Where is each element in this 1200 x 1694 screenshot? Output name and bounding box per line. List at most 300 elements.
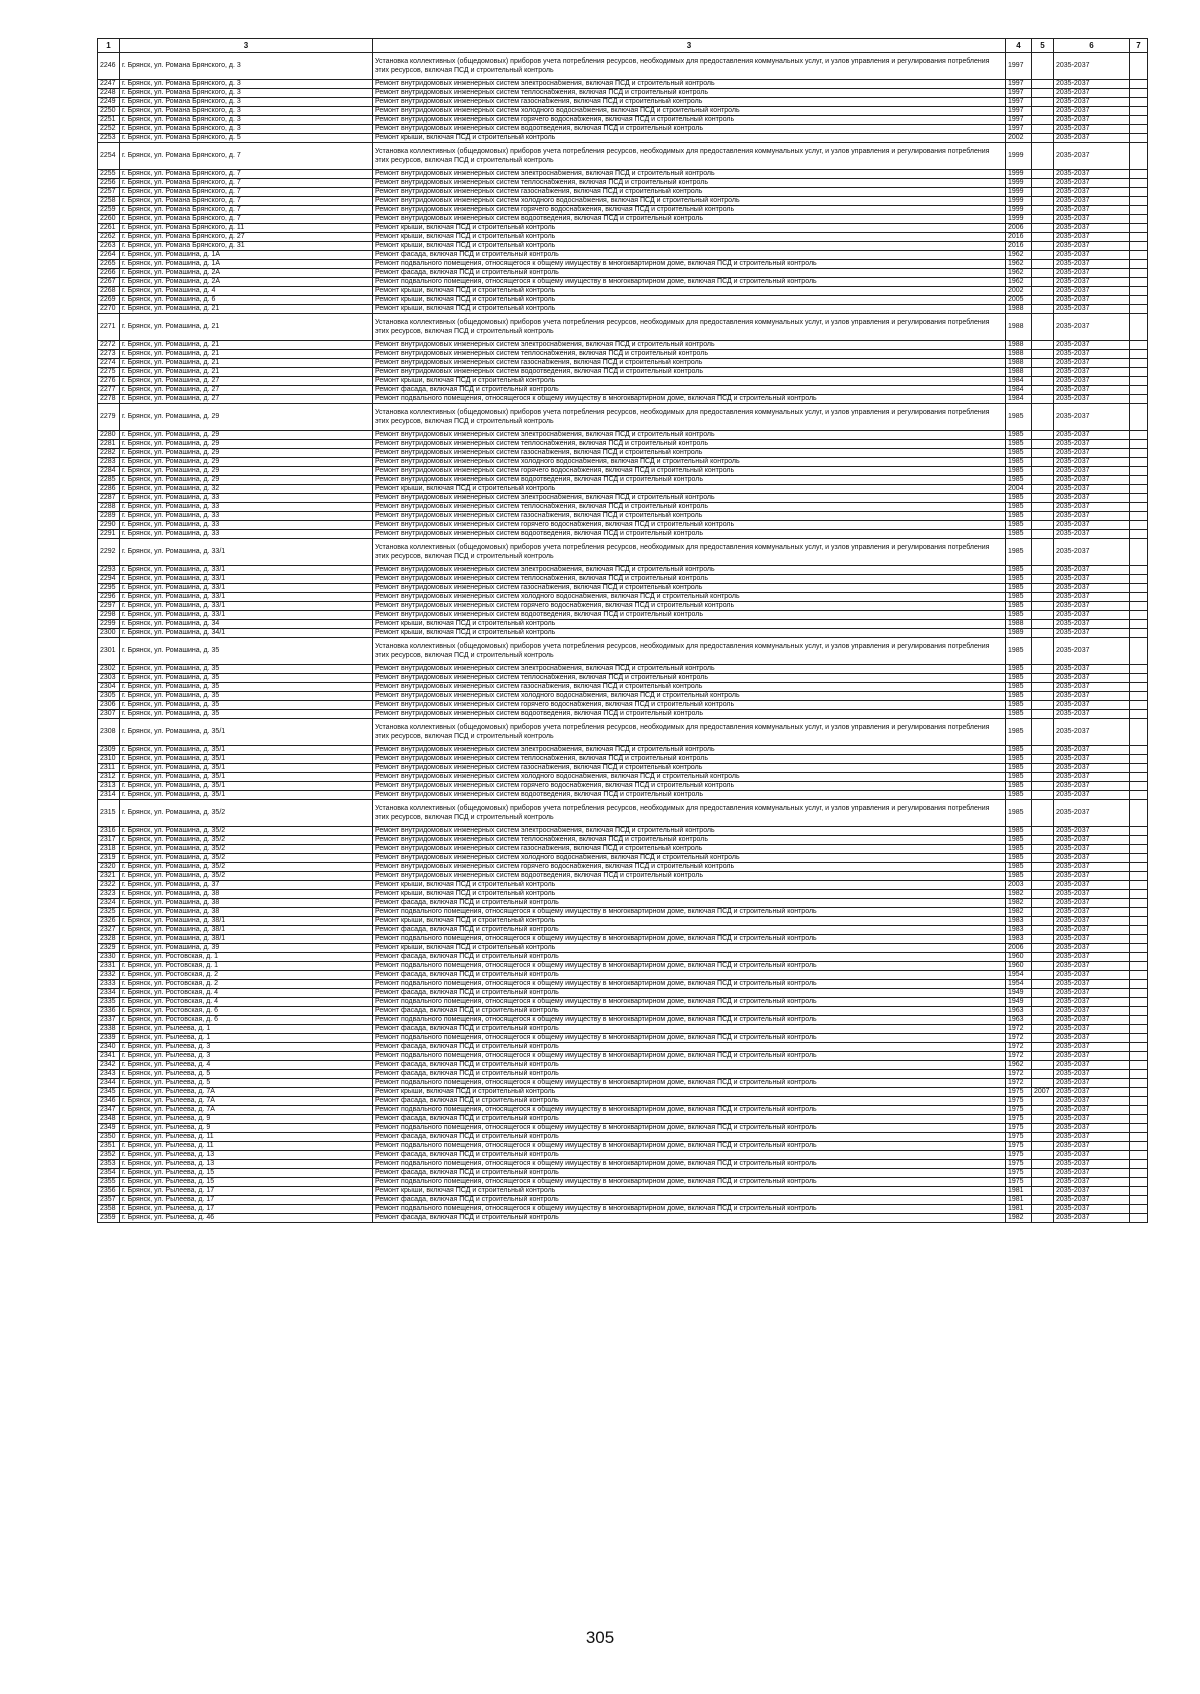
work-type-cell: Ремонт внутридомовых инженерных систем газоснабжения, включая ПСД и строительный контроль <box>373 584 1006 593</box>
row-number-cell: 2256 <box>98 179 120 188</box>
planned-period-cell: 2035-2037 <box>1054 827 1130 836</box>
row-number-cell: 2268 <box>98 287 120 296</box>
year-repair-cell <box>1032 935 1054 944</box>
planned-period-cell: 2035-2037 <box>1054 440 1130 449</box>
empty-cell <box>1130 179 1148 188</box>
planned-period-cell: 2035-2037 <box>1054 989 1130 998</box>
planned-period-cell: 2035-2037 <box>1054 98 1130 107</box>
address-cell: г. Брянск, ул. Романа Брянского, д. 3 <box>120 98 373 107</box>
work-type-cell: Ремонт внутридомовых инженерных систем электроснабжения, включая ПСД и строительный контроль <box>373 80 1006 89</box>
empty-cell <box>1130 998 1148 1007</box>
table-row <box>98 116 1148 125</box>
year-repair-cell <box>1032 251 1054 260</box>
planned-period-cell: 2035-2037 <box>1054 512 1130 521</box>
year-repair-cell <box>1032 998 1054 1007</box>
year-built-cell: 2004 <box>1006 485 1032 494</box>
address-cell: г. Брянск, ул. Ромашина, д. 21 <box>120 350 373 359</box>
year-built-cell: 1988 <box>1006 368 1032 377</box>
year-repair-cell <box>1032 1214 1054 1223</box>
year-built-cell: 1997 <box>1006 116 1032 125</box>
planned-period-cell: 2035-2037 <box>1054 80 1130 89</box>
planned-period-cell: 2035-2037 <box>1054 962 1130 971</box>
work-type-cell: Установка коллективных (общедомовых) приборов учета потребления ресурсов, необходимых для предоставления коммунальных услуг, и узлов управления и регулирования потребления этих ресурсов, включая ПСД и строительный контроль <box>373 800 1006 827</box>
year-built-cell: 2003 <box>1006 881 1032 890</box>
empty-cell <box>1130 521 1148 530</box>
table-row <box>98 1061 1148 1070</box>
table-row <box>98 53 1148 80</box>
year-repair-cell <box>1032 791 1054 800</box>
address-cell: г. Брянск, ул. Ромашина, д. 38 <box>120 890 373 899</box>
row-number-cell: 2304 <box>98 683 120 692</box>
empty-cell <box>1130 593 1148 602</box>
address-cell: г. Брянск, ул. Ромашина, д. 37 <box>120 881 373 890</box>
address-cell: г. Брянск, ул. Рылеева, д. 5 <box>120 1070 373 1079</box>
planned-period-cell: 2035-2037 <box>1054 215 1130 224</box>
table-row <box>98 665 1148 674</box>
address-cell: г. Брянск, ул. Романа Брянского, д. 3 <box>120 80 373 89</box>
year-built-cell: 1999 <box>1006 206 1032 215</box>
row-number-cell: 2347 <box>98 1106 120 1115</box>
year-built-cell: 1962 <box>1006 260 1032 269</box>
work-type-cell: Ремонт внутридомовых инженерных систем теплоснабжения, включая ПСД и строительный контроль <box>373 674 1006 683</box>
year-repair-cell <box>1032 665 1054 674</box>
table-row <box>98 359 1148 368</box>
work-type-cell: Ремонт внутридомовых инженерных систем водоотведения, включая ПСД и строительный контроль <box>373 125 1006 134</box>
planned-period-cell: 2035-2037 <box>1054 1007 1130 1016</box>
work-type-cell: Ремонт внутридомовых инженерных систем газоснабжения, включая ПСД и строительный контроль <box>373 764 1006 773</box>
table-row <box>98 314 1148 341</box>
empty-cell <box>1130 287 1148 296</box>
year-repair-cell <box>1032 1196 1054 1205</box>
row-number-cell: 2255 <box>98 170 120 179</box>
address-cell: г. Брянск, ул. Рылеева, д. 46 <box>120 1214 373 1223</box>
year-repair-cell <box>1032 395 1054 404</box>
address-cell: г. Брянск, ул. Ростовская, д. 4 <box>120 998 373 1007</box>
empty-cell <box>1130 863 1148 872</box>
table-row <box>98 881 1148 890</box>
work-type-cell: Ремонт фасада, включая ПСД и строительный контроль <box>373 1043 1006 1052</box>
year-repair-cell <box>1032 773 1054 782</box>
year-built-cell: 1997 <box>1006 98 1032 107</box>
empty-cell <box>1130 971 1148 980</box>
work-type-cell: Установка коллективных (общедомовых) приборов учета потребления ресурсов, необходимых для предоставления коммунальных услуг, и узлов управления и регулирования потребления этих ресурсов, включая ПСД и строительный контроль <box>373 539 1006 566</box>
row-number-cell: 2322 <box>98 881 120 890</box>
table-row <box>98 962 1148 971</box>
year-repair-cell <box>1032 188 1054 197</box>
table-row <box>98 1214 1148 1223</box>
work-type-cell: Ремонт крыши, включая ПСД и строительный контроль <box>373 377 1006 386</box>
table-row <box>98 746 1148 755</box>
table-row <box>98 98 1148 107</box>
year-built-cell: 1962 <box>1006 1061 1032 1070</box>
planned-period-cell: 2035-2037 <box>1054 89 1130 98</box>
year-built-cell: 1954 <box>1006 980 1032 989</box>
table-row <box>98 1187 1148 1196</box>
empty-cell <box>1130 773 1148 782</box>
work-type-cell: Ремонт фасада, включая ПСД и строительный контроль <box>373 1061 1006 1070</box>
empty-cell <box>1130 908 1148 917</box>
empty-cell <box>1130 575 1148 584</box>
year-repair-cell <box>1032 215 1054 224</box>
year-repair-cell <box>1032 233 1054 242</box>
year-repair-cell <box>1032 170 1054 179</box>
table-row <box>98 494 1148 503</box>
year-repair-cell <box>1032 116 1054 125</box>
year-repair-cell <box>1032 485 1054 494</box>
planned-period-cell: 2035-2037 <box>1054 638 1130 665</box>
address-cell: г. Брянск, ул. Рылеева, д. 1 <box>120 1034 373 1043</box>
work-type-cell: Ремонт внутридомовых инженерных систем горячего водоснабжения, включая ПСД и строительный контроль <box>373 602 1006 611</box>
year-repair-cell <box>1032 206 1054 215</box>
address-cell: г. Брянск, ул. Ромашина, д. 21 <box>120 305 373 314</box>
work-type-cell: Ремонт внутридомовых инженерных систем водоотведения, включая ПСД и строительный контроль <box>373 368 1006 377</box>
address-cell: г. Брянск, ул. Ромашина, д. 29 <box>120 404 373 431</box>
planned-period-cell: 2035-2037 <box>1054 944 1130 953</box>
year-built-cell: 1963 <box>1006 1007 1032 1016</box>
table-row <box>98 269 1148 278</box>
empty-cell <box>1130 440 1148 449</box>
planned-period-cell: 2035-2037 <box>1054 926 1130 935</box>
table-row <box>98 485 1148 494</box>
row-number-cell: 2264 <box>98 251 120 260</box>
year-repair-cell <box>1032 620 1054 629</box>
year-built-cell: 1975 <box>1006 1169 1032 1178</box>
empty-cell <box>1130 197 1148 206</box>
year-built-cell: 1985 <box>1006 854 1032 863</box>
planned-period-cell: 2035-2037 <box>1054 854 1130 863</box>
year-repair-cell <box>1032 908 1054 917</box>
planned-period-cell: 2035-2037 <box>1054 179 1130 188</box>
year-repair-cell <box>1032 1151 1054 1160</box>
work-type-cell: Ремонт внутридомовых инженерных систем холодного водоснабжения, включая ПСД и строительный контроль <box>373 692 1006 701</box>
table-row <box>98 827 1148 836</box>
planned-period-cell: 2035-2037 <box>1054 908 1130 917</box>
row-number-cell: 2340 <box>98 1043 120 1052</box>
empty-cell <box>1130 1079 1148 1088</box>
year-built-cell: 1985 <box>1006 449 1032 458</box>
year-built-cell: 1985 <box>1006 872 1032 881</box>
table-row <box>98 539 1148 566</box>
empty-cell <box>1130 242 1148 251</box>
planned-period-cell: 2035-2037 <box>1054 1142 1130 1151</box>
year-repair-cell: 2007 <box>1032 1088 1054 1097</box>
address-cell: г. Брянск, ул. Рылеева, д. 17 <box>120 1205 373 1214</box>
planned-period-cell: 2035-2037 <box>1054 269 1130 278</box>
empty-cell <box>1130 53 1148 80</box>
empty-cell <box>1130 1052 1148 1061</box>
empty-cell <box>1130 116 1148 125</box>
table-row <box>98 206 1148 215</box>
empty-cell <box>1130 80 1148 89</box>
table-row <box>98 1160 1148 1169</box>
empty-cell <box>1130 143 1148 170</box>
row-number-cell: 2318 <box>98 845 120 854</box>
address-cell: г. Брянск, ул. Рылеева, д. 11 <box>120 1142 373 1151</box>
row-number-cell: 2326 <box>98 917 120 926</box>
empty-cell <box>1130 1214 1148 1223</box>
planned-period-cell: 2035-2037 <box>1054 845 1130 854</box>
planned-period-cell: 2035-2037 <box>1054 899 1130 908</box>
row-number-cell: 2261 <box>98 224 120 233</box>
table-row <box>98 602 1148 611</box>
year-built-cell: 1954 <box>1006 971 1032 980</box>
address-cell: г. Брянск, ул. Романа Брянского, д. 7 <box>120 206 373 215</box>
address-cell: г. Брянск, ул. Ростовская, д. 6 <box>120 1016 373 1025</box>
year-built-cell: 1949 <box>1006 989 1032 998</box>
table-row <box>98 908 1148 917</box>
address-cell: г. Брянск, ул. Ромашина, д. 38/1 <box>120 926 373 935</box>
planned-period-cell: 2035-2037 <box>1054 1088 1130 1097</box>
table-row <box>98 620 1148 629</box>
planned-period-cell: 2035-2037 <box>1054 692 1130 701</box>
address-cell: г. Брянск, ул. Ромашина, д. 29 <box>120 440 373 449</box>
year-built-cell: 1985 <box>1006 791 1032 800</box>
year-built-cell: 1981 <box>1006 1205 1032 1214</box>
year-repair-cell <box>1032 629 1054 638</box>
table-header-row <box>98 39 1148 53</box>
empty-cell <box>1130 1016 1148 1025</box>
table-row <box>98 872 1148 881</box>
address-cell: г. Брянск, ул. Рылеева, д. 7А <box>120 1097 373 1106</box>
year-repair-cell <box>1032 359 1054 368</box>
table-row <box>98 287 1148 296</box>
year-repair-cell <box>1032 845 1054 854</box>
year-built-cell: 1975 <box>1006 1088 1032 1097</box>
planned-period-cell: 2035-2037 <box>1054 1025 1130 1034</box>
empty-cell <box>1130 467 1148 476</box>
year-built-cell: 1985 <box>1006 845 1032 854</box>
planned-period-cell: 2035-2037 <box>1054 566 1130 575</box>
year-built-cell: 1988 <box>1006 305 1032 314</box>
address-cell: г. Брянск, ул. Романа Брянского, д. 3 <box>120 116 373 125</box>
year-built-cell: 1985 <box>1006 863 1032 872</box>
year-built-cell: 1985 <box>1006 440 1032 449</box>
table-row <box>98 953 1148 962</box>
year-built-cell: 1985 <box>1006 836 1032 845</box>
year-repair-cell <box>1032 368 1054 377</box>
work-type-cell: Ремонт внутридомовых инженерных систем водоотведения, включая ПСД и строительный контроль <box>373 791 1006 800</box>
empty-cell <box>1130 170 1148 179</box>
address-cell: г. Брянск, ул. Ромашина, д. 35 <box>120 683 373 692</box>
year-built-cell: 1985 <box>1006 755 1032 764</box>
work-type-cell: Ремонт фасада, включая ПСД и строительный контроль <box>373 251 1006 260</box>
address-cell: г. Брянск, ул. Ромашина, д. 27 <box>120 377 373 386</box>
work-type-cell: Ремонт внутридомовых инженерных систем газоснабжения, включая ПСД и строительный контроль <box>373 845 1006 854</box>
row-number-cell: 2246 <box>98 53 120 80</box>
year-repair-cell <box>1032 899 1054 908</box>
row-number-cell: 2285 <box>98 476 120 485</box>
address-cell: г. Брянск, ул. Ромашина, д. 29 <box>120 431 373 440</box>
planned-period-cell: 2035-2037 <box>1054 1196 1130 1205</box>
planned-period-cell: 2035-2037 <box>1054 1106 1130 1115</box>
year-built-cell: 1999 <box>1006 215 1032 224</box>
year-built-cell: 1983 <box>1006 926 1032 935</box>
year-repair-cell <box>1032 1043 1054 1052</box>
row-number-cell: 2287 <box>98 494 120 503</box>
empty-cell <box>1130 719 1148 746</box>
planned-period-cell: 2035-2037 <box>1054 107 1130 116</box>
empty-cell <box>1130 431 1148 440</box>
row-number-cell: 2306 <box>98 701 120 710</box>
table-row <box>98 593 1148 602</box>
table-row <box>98 125 1148 134</box>
empty-cell <box>1130 674 1148 683</box>
empty-cell <box>1130 125 1148 134</box>
table-row <box>98 242 1148 251</box>
address-cell: г. Брянск, ул. Ромашина, д. 27 <box>120 395 373 404</box>
row-number-cell: 2295 <box>98 584 120 593</box>
address-cell: г. Брянск, ул. Ромашина, д. 35/1 <box>120 764 373 773</box>
address-cell: г. Брянск, ул. Ромашина, д. 34 <box>120 620 373 629</box>
address-cell: г. Брянск, ул. Романа Брянского, д. 27 <box>120 233 373 242</box>
work-type-cell: Ремонт фасада, включая ПСД и строительный контроль <box>373 1070 1006 1079</box>
table-row <box>98 368 1148 377</box>
year-repair-cell <box>1032 692 1054 701</box>
year-repair-cell <box>1032 305 1054 314</box>
row-number-cell: 2348 <box>98 1115 120 1124</box>
row-number-cell: 2324 <box>98 899 120 908</box>
planned-period-cell: 2035-2037 <box>1054 1124 1130 1133</box>
table-row <box>98 575 1148 584</box>
address-cell: г. Брянск, ул. Ромашина, д. 33/1 <box>120 584 373 593</box>
work-type-cell: Ремонт внутридомовых инженерных систем водоотведения, включая ПСД и строительный контроль <box>373 611 1006 620</box>
table-row <box>98 467 1148 476</box>
address-cell: г. Брянск, ул. Рылеева, д. 15 <box>120 1178 373 1187</box>
work-type-cell: Ремонт подвального помещения, относящегося к общему имуществу в многоквартирном доме, включая ПСД и строительный контроль <box>373 1079 1006 1088</box>
year-built-cell: 1988 <box>1006 314 1032 341</box>
address-cell: г. Брянск, ул. Романа Брянского, д. 7 <box>120 170 373 179</box>
year-repair-cell <box>1032 917 1054 926</box>
address-cell: г. Брянск, ул. Ромашина, д. 35/1 <box>120 791 373 800</box>
row-number-cell: 2286 <box>98 485 120 494</box>
header-cell: 3 <box>373 39 1006 53</box>
empty-cell <box>1130 800 1148 827</box>
empty-cell <box>1130 458 1148 467</box>
address-cell: г. Брянск, ул. Ромашина, д. 29 <box>120 449 373 458</box>
row-number-cell: 2302 <box>98 665 120 674</box>
table-row <box>98 521 1148 530</box>
row-number-cell: 2248 <box>98 89 120 98</box>
address-cell: г. Брянск, ул. Ромашина, д. 35/1 <box>120 773 373 782</box>
planned-period-cell: 2035-2037 <box>1054 188 1130 197</box>
table-row <box>98 503 1148 512</box>
row-number-cell: 2299 <box>98 620 120 629</box>
empty-cell <box>1130 404 1148 431</box>
row-number-cell: 2319 <box>98 854 120 863</box>
planned-period-cell: 2035-2037 <box>1054 917 1130 926</box>
empty-cell <box>1130 206 1148 215</box>
year-repair-cell <box>1032 1169 1054 1178</box>
planned-period-cell: 2035-2037 <box>1054 773 1130 782</box>
address-cell: г. Брянск, ул. Ромашина, д. 27 <box>120 386 373 395</box>
row-number-cell: 2257 <box>98 188 120 197</box>
work-type-cell: Ремонт подвального помещения, относящегося к общему имуществу в многоквартирном доме, включая ПСД и строительный контроль <box>373 1160 1006 1169</box>
empty-cell <box>1130 107 1148 116</box>
empty-cell <box>1130 89 1148 98</box>
work-type-cell: Ремонт фасада, включая ПСД и строительный контроль <box>373 899 1006 908</box>
planned-period-cell: 2035-2037 <box>1054 539 1130 566</box>
planned-period-cell: 2035-2037 <box>1054 449 1130 458</box>
planned-period-cell: 2035-2037 <box>1054 287 1130 296</box>
table-row <box>98 341 1148 350</box>
table-row <box>98 989 1148 998</box>
work-type-cell: Ремонт внутридомовых инженерных систем водоотведения, включая ПСД и строительный контроль <box>373 872 1006 881</box>
planned-period-cell: 2035-2037 <box>1054 1043 1130 1052</box>
planned-period-cell: 2035-2037 <box>1054 224 1130 233</box>
address-cell: г. Брянск, ул. Романа Брянского, д. 11 <box>120 224 373 233</box>
work-type-cell: Ремонт внутридомовых инженерных систем горячего водоснабжения, включая ПСД и строительный контроль <box>373 116 1006 125</box>
empty-cell <box>1130 746 1148 755</box>
year-built-cell: 1999 <box>1006 143 1032 170</box>
empty-cell <box>1130 791 1148 800</box>
work-type-cell: Ремонт крыши, включая ПСД и строительный контроль <box>373 233 1006 242</box>
row-number-cell: 2307 <box>98 710 120 719</box>
work-type-cell: Ремонт внутридомовых инженерных систем теплоснабжения, включая ПСД и строительный контроль <box>373 575 1006 584</box>
empty-cell <box>1130 782 1148 791</box>
year-repair-cell <box>1032 1178 1054 1187</box>
empty-cell <box>1130 1070 1148 1079</box>
row-number-cell: 2312 <box>98 773 120 782</box>
empty-cell <box>1130 251 1148 260</box>
empty-cell <box>1130 1034 1148 1043</box>
year-repair-cell <box>1032 296 1054 305</box>
work-type-cell: Ремонт подвального помещения, относящегося к общему имуществу в многоквартирном доме, включая ПСД и строительный контроль <box>373 1142 1006 1151</box>
address-cell: г. Брянск, ул. Ромашина, д. 35 <box>120 665 373 674</box>
table-row <box>98 134 1148 143</box>
row-number-cell: 2284 <box>98 467 120 476</box>
row-number-cell: 2310 <box>98 755 120 764</box>
table-row <box>98 107 1148 116</box>
address-cell: г. Брянск, ул. Ромашина, д. 38/1 <box>120 935 373 944</box>
empty-cell <box>1130 602 1148 611</box>
work-type-cell: Ремонт крыши, включая ПСД и строительный контроль <box>373 287 1006 296</box>
work-type-cell: Ремонт внутридомовых инженерных систем водоотведения, включая ПСД и строительный контроль <box>373 530 1006 539</box>
table-row <box>98 1133 1148 1142</box>
work-type-cell: Ремонт фасада, включая ПСД и строительный контроль <box>373 1196 1006 1205</box>
address-cell: г. Брянск, ул. Рылеева, д. 9 <box>120 1115 373 1124</box>
address-cell: г. Брянск, ул. Ромашина, д. 35/2 <box>120 854 373 863</box>
address-cell: г. Брянск, ул. Ромашина, д. 4 <box>120 287 373 296</box>
address-cell: г. Брянск, ул. Ромашина, д. 33/1 <box>120 611 373 620</box>
year-repair-cell <box>1032 1106 1054 1115</box>
planned-period-cell: 2035-2037 <box>1054 494 1130 503</box>
work-type-cell: Ремонт внутридомовых инженерных систем горячего водоснабжения, включая ПСД и строительный контроль <box>373 206 1006 215</box>
planned-period-cell: 2035-2037 <box>1054 836 1130 845</box>
row-number-cell: 2298 <box>98 611 120 620</box>
row-number-cell: 2294 <box>98 575 120 584</box>
year-built-cell: 2002 <box>1006 287 1032 296</box>
planned-period-cell: 2035-2037 <box>1054 1187 1130 1196</box>
row-number-cell: 2273 <box>98 350 120 359</box>
table-row <box>98 224 1148 233</box>
header-cell: 4 <box>1006 39 1032 53</box>
header-cell: 3 <box>120 39 373 53</box>
year-repair-cell <box>1032 242 1054 251</box>
row-number-cell: 2332 <box>98 971 120 980</box>
empty-cell <box>1130 1196 1148 1205</box>
row-number-cell: 2265 <box>98 260 120 269</box>
year-built-cell: 1975 <box>1006 1142 1032 1151</box>
work-type-cell: Ремонт внутридомовых инженерных систем холодного водоснабжения, включая ПСД и строительный контроль <box>373 854 1006 863</box>
year-repair-cell <box>1032 458 1054 467</box>
work-type-cell: Ремонт подвального помещения, относящегося к общему имуществу в многоквартирном доме, включая ПСД и строительный контроль <box>373 1052 1006 1061</box>
work-type-cell: Ремонт внутридомовых инженерных систем теплоснабжения, включая ПСД и строительный контроль <box>373 440 1006 449</box>
row-number-cell: 2355 <box>98 1178 120 1187</box>
work-type-cell: Ремонт внутридомовых инженерных систем электроснабжения, включая ПСД и строительный контроль <box>373 341 1006 350</box>
empty-cell <box>1130 890 1148 899</box>
header-cell: 7 <box>1130 39 1148 53</box>
planned-period-cell: 2035-2037 <box>1054 791 1130 800</box>
